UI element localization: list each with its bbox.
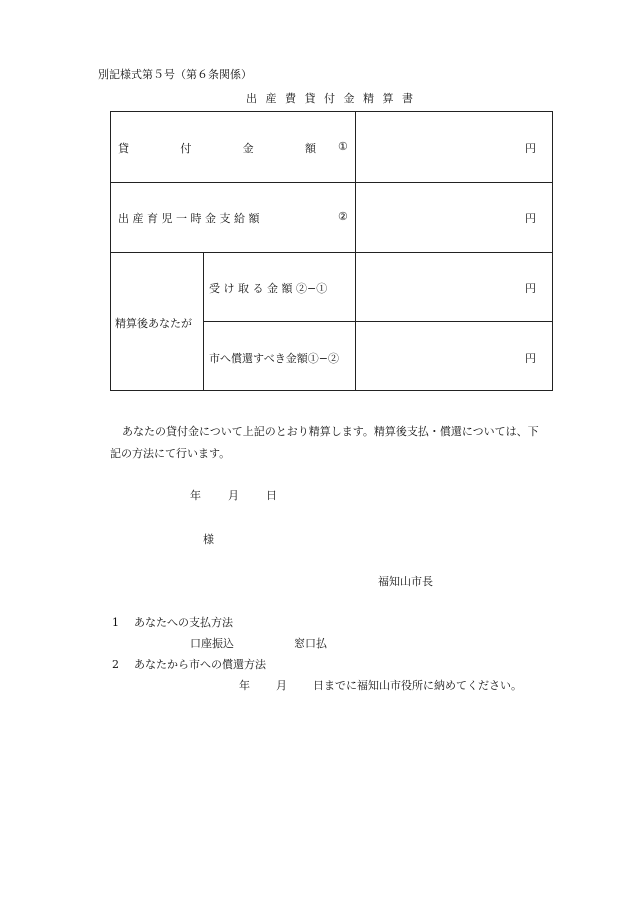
item-number: 1 <box>112 616 119 629</box>
item-text: あなたへの支払方法 <box>134 616 233 629</box>
issuer-name: 福知山市長 <box>378 575 433 588</box>
after-settlement-label: 精算後あなたが <box>115 317 192 330</box>
yen-unit: 円 <box>525 142 536 155</box>
table-rule-2 <box>111 252 552 253</box>
repayment-deadline <box>239 677 522 693</box>
yen-unit: 円 <box>525 282 536 295</box>
date-line <box>190 487 277 503</box>
date-day: 日 <box>266 489 277 502</box>
deadline-month: 月 <box>276 679 287 692</box>
notice-line-2: 記の方法にて行います。 <box>110 447 231 460</box>
payment-options <box>190 635 327 651</box>
yen-unit: 円 <box>525 212 536 225</box>
loan-amount-label: 貸 付 金 額 <box>118 142 316 155</box>
receive-amount-label: 受 け 取 る 金 額 ②−① <box>209 282 328 295</box>
document-title: 出産費貸付金精算書 <box>246 92 422 105</box>
repay-amount-label: 市へ償還すべき金額①−② <box>209 352 339 365</box>
recipient-honorific: 様 <box>203 533 214 546</box>
table-rule-3 <box>203 321 552 322</box>
marker-2: ② <box>338 210 348 223</box>
counter-payment-option: 窓口払 <box>294 637 327 650</box>
table-divider-amount <box>355 112 356 390</box>
notice-line-1: あなたの貸付金について上記のとおり精算します。精算後支払・償還については、下 <box>122 425 539 438</box>
table-rule-1 <box>111 182 552 183</box>
item-text: あなたから市への償還方法 <box>134 658 266 671</box>
deadline-text: 日までに福知山市役所に納めてください。 <box>313 679 522 692</box>
item-number: 2 <box>112 658 119 671</box>
childbirth-payment-label: 出 産 育 児 一 時 金 支 給 額 <box>118 212 260 225</box>
deadline-year: 年 <box>239 679 250 692</box>
form-label: 別記様式第５号（第６条関係） <box>98 68 252 81</box>
marker-1: ① <box>338 140 348 153</box>
date-month: 月 <box>228 489 239 502</box>
date-year: 年 <box>190 489 201 502</box>
yen-unit: 円 <box>525 352 536 365</box>
settlement-table <box>110 111 553 391</box>
payment-method-item <box>112 614 233 630</box>
bank-transfer-option: 口座振込 <box>190 637 234 650</box>
notice-paragraph <box>110 421 570 465</box>
repayment-method-item <box>112 656 266 672</box>
